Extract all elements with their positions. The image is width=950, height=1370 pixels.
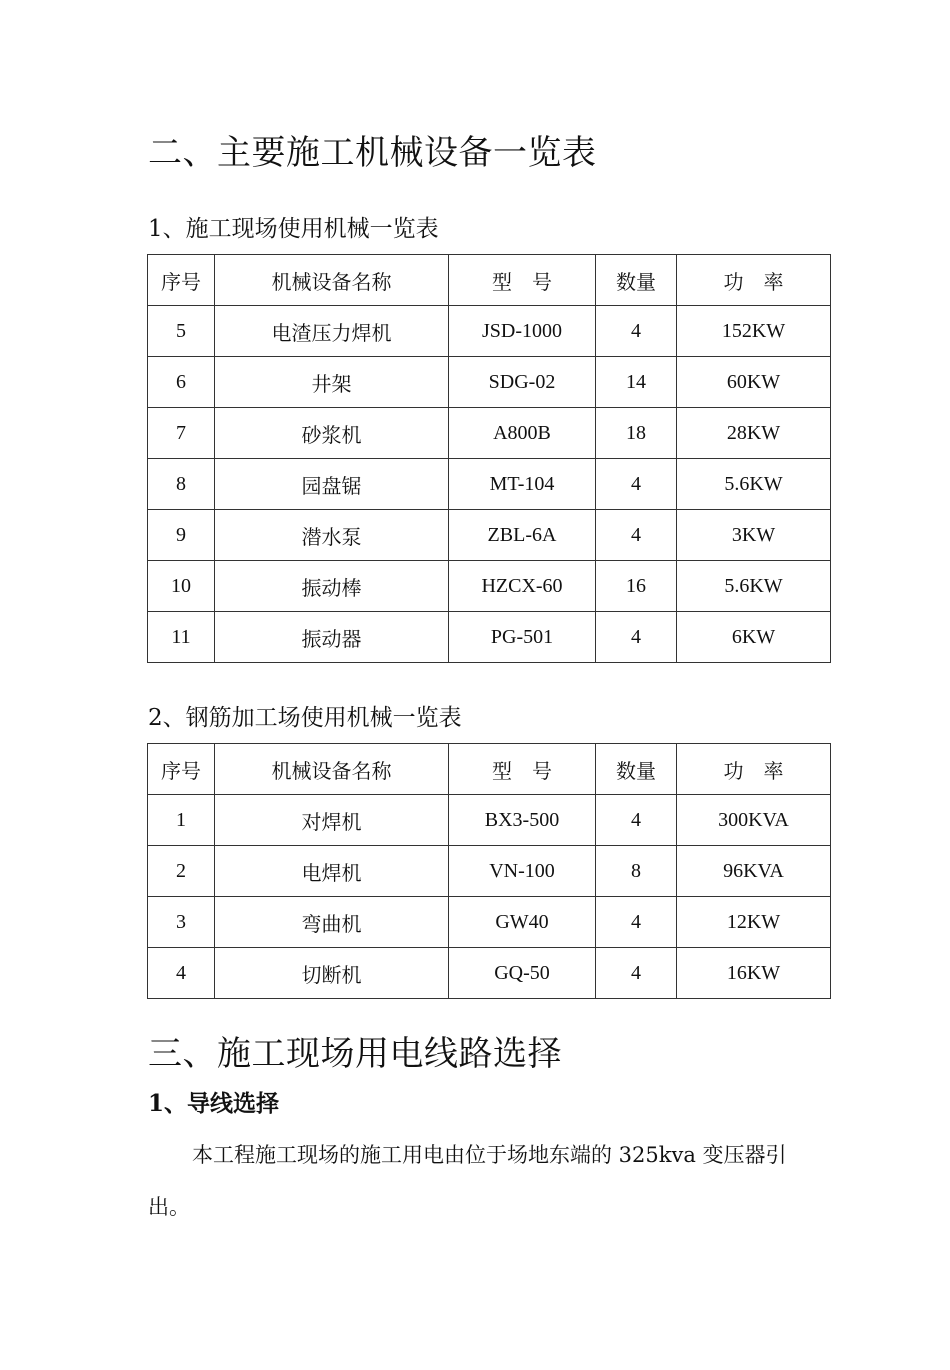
cell-index: 5 [148,306,215,357]
cell-quantity: 4 [596,459,677,510]
table-row [148,561,831,612]
cell-equipment-name: 振动器 [215,612,449,663]
header-power: 功 率 [677,744,831,795]
cell-power: 5.6KW [677,561,831,612]
cell-quantity: 4 [596,795,677,846]
cell-index: 10 [148,561,215,612]
cell-equipment-name: 园盘锯 [215,459,449,510]
cell-model: BX3-500 [449,795,596,846]
cell-index: 4 [148,948,215,999]
table-row [148,408,831,459]
header-equipment-name: 机械设备名称 [215,255,449,306]
cell-model: MT-104 [449,459,596,510]
cell-index: 8 [148,459,215,510]
equipment-table-2 [147,743,831,999]
table-row [148,357,831,408]
cell-model: GQ-50 [449,948,596,999]
cell-index: 7 [148,408,215,459]
cell-equipment-name: 切断机 [215,948,449,999]
header-quantity: 数量 [596,255,677,306]
cell-equipment-name: 振动棒 [215,561,449,612]
header-model: 型 号 [449,744,596,795]
table-row [148,306,831,357]
cell-index: 9 [148,510,215,561]
cell-index: 3 [148,897,215,948]
cell-model: GW40 [449,897,596,948]
cell-equipment-name: 砂浆机 [215,408,449,459]
header-power: 功 率 [677,255,831,306]
cell-index: 11 [148,612,215,663]
table-row [148,897,831,948]
cell-power: 16KW [677,948,831,999]
section-2-title: 二、主要施工机械设备一览表 [148,133,597,173]
cell-quantity: 14 [596,357,677,408]
cell-power: 28KW [677,408,831,459]
cell-model: PG-501 [449,612,596,663]
cell-quantity: 4 [596,948,677,999]
cell-model: SDG-02 [449,357,596,408]
cell-power: 152KW [677,306,831,357]
cell-quantity: 4 [596,612,677,663]
cell-equipment-name: 井架 [215,357,449,408]
cell-equipment-name: 潜水泵 [215,510,449,561]
cell-equipment-name: 电渣压力焊机 [215,306,449,357]
cell-power: 12KW [677,897,831,948]
table-row [148,510,831,561]
cell-quantity: 16 [596,561,677,612]
table-row [148,459,831,510]
body-paragraph: 本工程施工现场的施工用电由位于场地东端的 325kva 变压器引出。 [148,1143,787,1219]
cell-quantity: 18 [596,408,677,459]
cell-model: JSD-1000 [449,306,596,357]
table-row [148,612,831,663]
cell-quantity: 8 [596,846,677,897]
header-equipment-name: 机械设备名称 [215,744,449,795]
subheading-wire-selection: 1、导线选择 [148,1090,280,1117]
cell-power: 6KW [677,612,831,663]
cell-model: HZCX-60 [449,561,596,612]
cell-index: 6 [148,357,215,408]
header-quantity: 数量 [596,744,677,795]
header-index: 序号 [148,255,215,306]
cell-model: VN-100 [449,846,596,897]
cell-power: 300KVA [677,795,831,846]
table-row [148,795,831,846]
cell-power: 96KVA [677,846,831,897]
cell-quantity: 4 [596,897,677,948]
table-2-caption: 2、钢筋加工场使用机械一览表 [148,705,462,731]
table-row [148,948,831,999]
table-row [148,846,831,897]
cell-power: 5.6KW [677,459,831,510]
cell-equipment-name: 对焊机 [215,795,449,846]
cell-equipment-name: 电焊机 [215,846,449,897]
section-3-title: 三、施工现场用电线路选择 [148,1034,562,1074]
header-model: 型 号 [449,255,596,306]
cell-quantity: 4 [596,510,677,561]
cell-power: 3KW [677,510,831,561]
cell-equipment-name: 弯曲机 [215,897,449,948]
table-1-caption: 1、施工现场使用机械一览表 [148,216,439,242]
table-header-row [148,744,831,795]
cell-quantity: 4 [596,306,677,357]
cell-index: 2 [148,846,215,897]
header-index: 序号 [148,744,215,795]
cell-power: 60KW [677,357,831,408]
table-header-row [148,255,831,306]
cell-index: 1 [148,795,215,846]
cell-model: ZBL-6A [449,510,596,561]
cell-model: A800B [449,408,596,459]
equipment-table-1 [147,254,831,663]
